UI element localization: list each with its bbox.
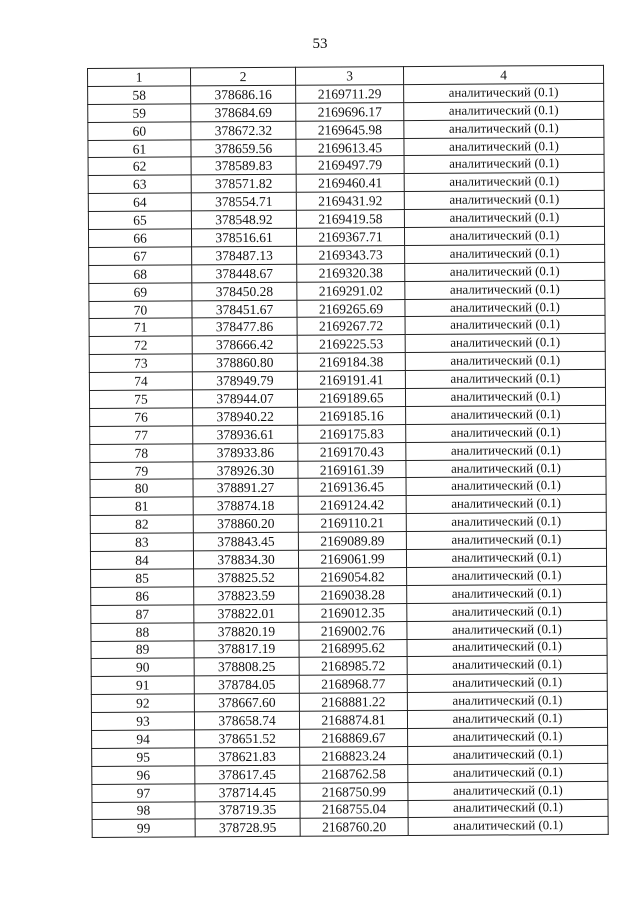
method-cell: аналитический (0.1) — [405, 316, 605, 335]
y-coordinate-cell: 2169136.45 — [298, 478, 406, 497]
y-coordinate-cell: 2169191.41 — [297, 371, 405, 390]
y-coordinate-cell: 2169291.02 — [297, 281, 405, 300]
method-cell: аналитический (0.1) — [406, 548, 606, 567]
table-row — [92, 817, 608, 838]
method-cell: аналитический (0.1) — [407, 692, 607, 711]
x-coordinate-cell: 378823.59 — [194, 586, 299, 605]
x-coordinate-cell: 378728.95 — [195, 819, 300, 838]
x-coordinate-cell: 378617.45 — [195, 765, 300, 784]
x-coordinate-cell: 378860.20 — [193, 514, 298, 533]
y-coordinate-cell: 2169002.76 — [299, 621, 407, 640]
method-cell: аналитический (0.1) — [408, 763, 608, 782]
method-cell: аналитический (0.1) — [405, 352, 605, 371]
method-cell: аналитический (0.1) — [406, 530, 606, 549]
point-number-cell: 63 — [88, 175, 191, 194]
y-coordinate-cell: 2169419.58 — [296, 210, 404, 229]
x-coordinate-cell: 378822.01 — [194, 604, 299, 623]
method-cell: аналитический (0.1) — [404, 191, 604, 210]
method-cell: аналитический (0.1) — [406, 513, 606, 532]
point-number-cell: 58 — [88, 86, 191, 105]
method-cell: аналитический (0.1) — [406, 405, 606, 424]
x-coordinate-cell: 378820.19 — [194, 622, 299, 641]
point-number-cell: 83 — [90, 533, 193, 552]
table-body — [88, 83, 609, 838]
point-number-cell: 69 — [89, 283, 192, 302]
y-coordinate-cell: 2168823.24 — [300, 746, 408, 765]
x-coordinate-cell: 378808.25 — [194, 658, 299, 677]
x-coordinate-cell: 378667.60 — [194, 693, 299, 712]
y-coordinate-cell: 2169460.41 — [296, 174, 404, 193]
y-coordinate-cell: 2169185.16 — [298, 406, 406, 425]
point-number-cell: 84 — [90, 551, 193, 570]
point-number-cell: 64 — [88, 193, 191, 212]
y-coordinate-cell: 2169089.89 — [298, 532, 406, 551]
y-coordinate-cell: 2168985.72 — [299, 657, 407, 676]
point-number-cell: 95 — [92, 748, 195, 767]
x-coordinate-cell: 378891.27 — [193, 479, 298, 498]
y-coordinate-cell: 2169267.72 — [297, 317, 405, 336]
x-coordinate-cell: 378450.28 — [192, 282, 297, 301]
method-cell: аналитический (0.1) — [404, 208, 604, 227]
y-coordinate-cell: 2169431.92 — [296, 192, 404, 211]
point-number-cell: 92 — [91, 694, 194, 713]
point-number-cell: 73 — [89, 354, 192, 373]
y-coordinate-cell: 2169711.29 — [296, 84, 404, 103]
x-coordinate-cell: 378651.52 — [195, 729, 300, 748]
point-number-cell: 85 — [91, 569, 194, 588]
x-coordinate-cell: 378817.19 — [194, 640, 299, 659]
method-cell: аналитический (0.1) — [407, 620, 607, 639]
x-coordinate-cell: 378949.79 — [192, 371, 297, 390]
x-coordinate-cell: 378448.67 — [192, 264, 297, 283]
method-cell: аналитический (0.1) — [405, 280, 605, 299]
y-coordinate-cell: 2169161.39 — [298, 460, 406, 479]
page-number: 53 — [312, 36, 328, 52]
x-coordinate-cell: 378554.71 — [191, 192, 296, 211]
method-cell: аналитический (0.1) — [404, 119, 604, 138]
point-number-cell: 87 — [91, 605, 194, 624]
point-number-cell: 59 — [88, 104, 191, 123]
x-coordinate-cell: 378874.18 — [193, 497, 298, 516]
point-number-cell: 80 — [90, 479, 193, 498]
y-coordinate-cell: 2169645.98 — [296, 120, 404, 139]
point-number-cell: 67 — [89, 247, 192, 266]
method-cell: аналитический (0.1) — [407, 674, 607, 693]
coordinates-table — [87, 65, 609, 838]
x-coordinate-cell: 378714.45 — [195, 783, 300, 802]
point-number-cell: 72 — [89, 336, 192, 355]
point-number-cell: 91 — [91, 676, 194, 695]
y-coordinate-cell: 2168869.67 — [300, 729, 408, 748]
x-coordinate-cell: 378672.32 — [191, 121, 296, 140]
point-number-cell: 82 — [90, 515, 193, 534]
point-number-cell: 96 — [92, 766, 195, 785]
y-coordinate-cell: 2169367.71 — [296, 228, 404, 247]
y-coordinate-cell: 2168755.04 — [300, 800, 408, 819]
x-coordinate-cell: 378548.92 — [191, 210, 296, 229]
point-number-cell: 74 — [89, 372, 192, 391]
point-number-cell: 86 — [91, 587, 194, 606]
method-cell: аналитический (0.1) — [404, 101, 604, 120]
y-coordinate-cell: 2169175.83 — [298, 424, 406, 443]
y-coordinate-cell: 2169320.38 — [297, 263, 405, 282]
y-coordinate-cell: 2169124.42 — [298, 496, 406, 515]
header-col-1: 1 — [88, 68, 191, 87]
point-number-cell: 71 — [89, 318, 192, 337]
x-coordinate-cell: 378843.45 — [193, 532, 298, 551]
y-coordinate-cell: 2169265.69 — [297, 299, 405, 318]
method-cell: аналитический (0.1) — [404, 226, 604, 245]
x-coordinate-cell: 378571.82 — [191, 175, 296, 194]
y-coordinate-cell: 2168874.81 — [299, 711, 407, 730]
x-coordinate-cell: 378834.30 — [193, 550, 298, 569]
y-coordinate-cell: 2169613.45 — [296, 138, 404, 157]
x-coordinate-cell: 378451.67 — [192, 300, 297, 319]
x-coordinate-cell: 378516.61 — [191, 228, 296, 247]
header-col-2: 2 — [191, 67, 296, 86]
y-coordinate-cell: 2169038.28 — [299, 585, 407, 604]
x-coordinate-cell: 378477.86 — [192, 318, 297, 337]
x-coordinate-cell: 378621.83 — [195, 747, 300, 766]
point-number-cell: 93 — [91, 712, 194, 731]
method-cell: аналитический (0.1) — [408, 781, 608, 800]
point-number-cell: 89 — [91, 640, 194, 659]
point-number-cell: 62 — [88, 157, 191, 176]
y-coordinate-cell: 2169497.79 — [296, 156, 404, 175]
x-coordinate-cell: 378659.56 — [191, 139, 296, 158]
point-number-cell: 66 — [88, 229, 191, 248]
point-number-cell: 61 — [88, 139, 191, 158]
point-number-cell: 99 — [92, 819, 195, 838]
point-number-cell: 60 — [88, 122, 191, 141]
header-col-3: 3 — [295, 67, 403, 86]
method-cell: аналитический (0.1) — [408, 727, 608, 746]
y-coordinate-cell: 2169189.65 — [297, 389, 405, 408]
method-cell: аналитический (0.1) — [404, 155, 604, 174]
x-coordinate-cell: 378784.05 — [194, 675, 299, 694]
point-number-cell: 65 — [88, 211, 191, 230]
point-number-cell: 76 — [90, 408, 193, 427]
y-coordinate-cell: 2169184.38 — [297, 353, 405, 372]
method-cell: аналитический (0.1) — [405, 334, 605, 353]
y-coordinate-cell: 2169054.82 — [299, 567, 407, 586]
method-cell: аналитический (0.1) — [404, 173, 604, 192]
method-cell: аналитический (0.1) — [407, 584, 607, 603]
point-number-cell: 98 — [92, 801, 195, 820]
point-number-cell: 79 — [90, 461, 193, 480]
header-col-4: 4 — [403, 65, 603, 84]
method-cell: аналитический (0.1) — [408, 817, 608, 836]
y-coordinate-cell: 2168968.77 — [299, 675, 407, 694]
y-coordinate-cell: 2168995.62 — [299, 639, 407, 658]
x-coordinate-cell: 378933.86 — [193, 443, 298, 462]
method-cell: аналитический (0.1) — [407, 638, 607, 657]
point-number-cell: 88 — [91, 622, 194, 641]
method-cell: аналитический (0.1) — [407, 602, 607, 621]
point-number-cell: 90 — [91, 658, 194, 677]
y-coordinate-cell: 2168750.99 — [300, 782, 408, 801]
x-coordinate-cell: 378944.07 — [192, 389, 297, 408]
method-cell: аналитический (0.1) — [408, 745, 608, 764]
y-coordinate-cell: 2169696.17 — [296, 102, 404, 121]
point-number-cell: 81 — [90, 497, 193, 516]
method-cell: аналитический (0.1) — [404, 137, 604, 156]
x-coordinate-cell: 378936.61 — [193, 425, 298, 444]
x-coordinate-cell: 378658.74 — [194, 711, 299, 730]
x-coordinate-cell: 378719.35 — [195, 801, 300, 820]
x-coordinate-cell: 378589.83 — [191, 157, 296, 176]
point-number-cell: 75 — [89, 390, 192, 409]
method-cell: аналитический (0.1) — [405, 244, 605, 263]
method-cell: аналитический (0.1) — [406, 459, 606, 478]
x-coordinate-cell: 378487.13 — [192, 246, 297, 265]
point-number-cell: 77 — [90, 426, 193, 445]
method-cell: аналитический (0.1) — [406, 477, 606, 496]
y-coordinate-cell: 2168760.20 — [300, 818, 408, 837]
y-coordinate-cell: 2169061.99 — [298, 550, 406, 569]
y-coordinate-cell: 2169225.53 — [297, 335, 405, 354]
y-coordinate-cell: 2169343.73 — [297, 245, 405, 264]
x-coordinate-cell: 378666.42 — [192, 336, 297, 355]
method-cell: аналитический (0.1) — [407, 566, 607, 585]
method-cell: аналитический (0.1) — [405, 298, 605, 317]
x-coordinate-cell: 378926.30 — [193, 461, 298, 480]
method-cell: аналитический (0.1) — [405, 262, 605, 281]
y-coordinate-cell: 2169012.35 — [299, 603, 407, 622]
y-coordinate-cell: 2169170.43 — [298, 442, 406, 461]
method-cell: аналитический (0.1) — [408, 799, 608, 818]
x-coordinate-cell: 378860.80 — [192, 353, 297, 372]
method-cell: аналитический (0.1) — [405, 369, 605, 388]
method-cell: аналитический (0.1) — [406, 495, 606, 514]
method-cell: аналитический (0.1) — [406, 423, 606, 442]
method-cell: аналитический (0.1) — [407, 709, 607, 728]
point-number-cell: 97 — [92, 783, 195, 802]
method-cell: аналитический (0.1) — [407, 656, 607, 675]
point-number-cell: 68 — [89, 265, 192, 284]
method-cell: аналитический (0.1) — [404, 83, 604, 102]
point-number-cell: 70 — [89, 300, 192, 319]
x-coordinate-cell: 378940.22 — [193, 407, 298, 426]
y-coordinate-cell: 2168762.58 — [300, 764, 408, 783]
x-coordinate-cell: 378686.16 — [191, 85, 296, 104]
x-coordinate-cell: 378684.69 — [191, 103, 296, 122]
point-number-cell: 78 — [90, 444, 193, 463]
y-coordinate-cell: 2168881.22 — [299, 693, 407, 712]
y-coordinate-cell: 2169110.21 — [298, 514, 406, 533]
method-cell: аналитический (0.1) — [405, 387, 605, 406]
method-cell: аналитический (0.1) — [406, 441, 606, 460]
x-coordinate-cell: 378825.52 — [194, 568, 299, 587]
point-number-cell: 94 — [92, 730, 195, 749]
